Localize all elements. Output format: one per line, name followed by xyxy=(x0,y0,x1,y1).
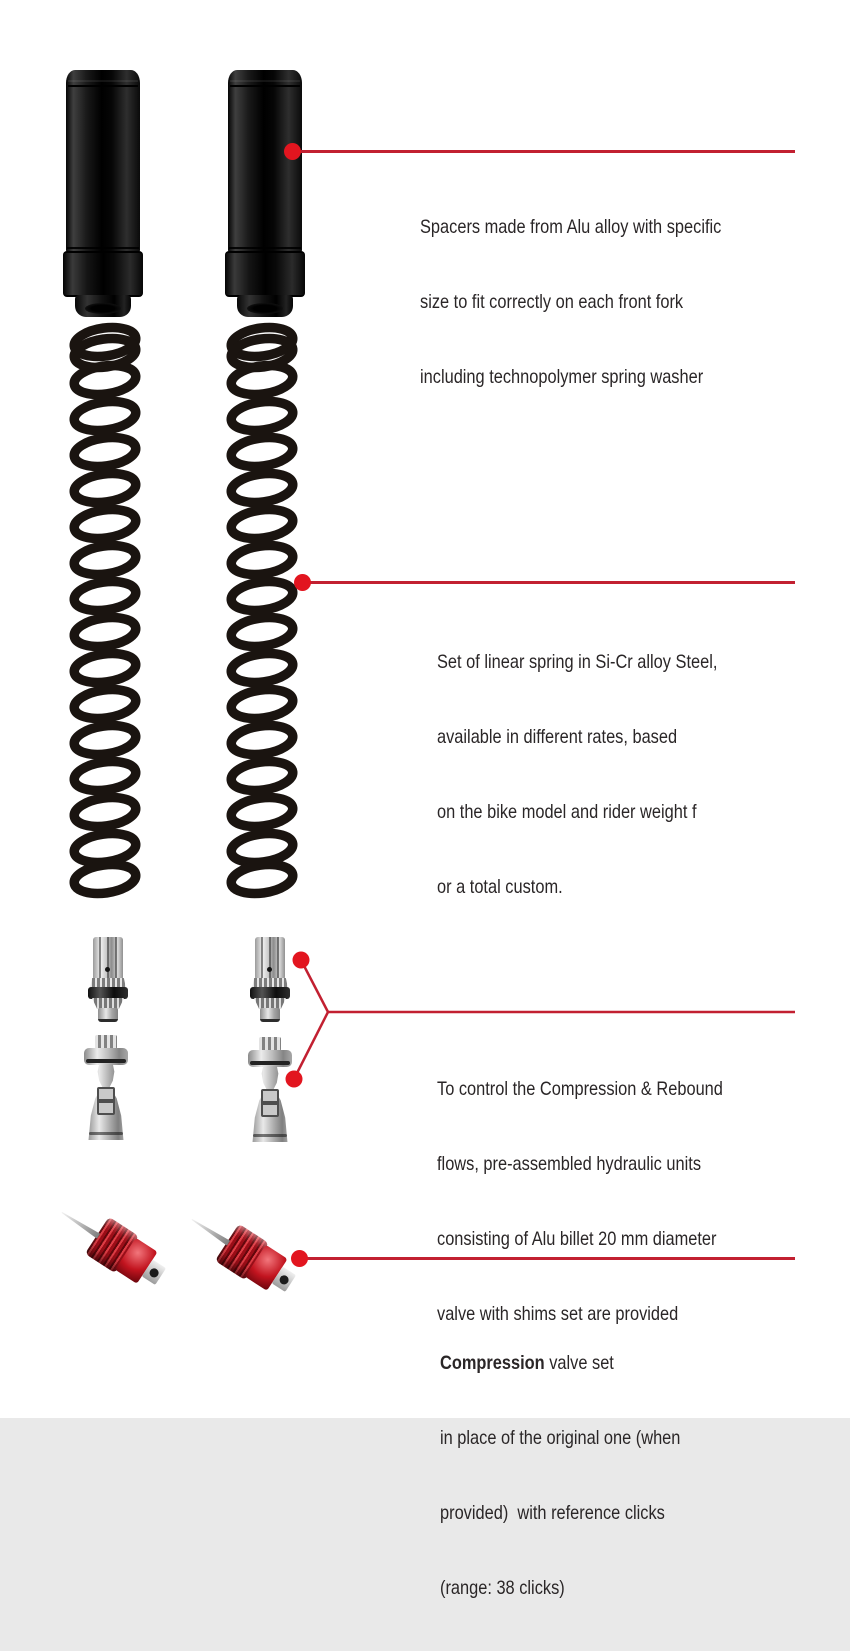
text-line: consisting of Alu billet 20 mm diameter xyxy=(437,1228,717,1250)
spacer-mouth xyxy=(237,295,293,317)
valve-flange xyxy=(84,1048,128,1065)
callout-dot-base-valve xyxy=(286,1071,303,1088)
compression-adjuster-left xyxy=(49,1193,175,1297)
text-line: or a total custom. xyxy=(437,876,563,898)
o-ring-band xyxy=(88,987,128,999)
hex-socket-hole xyxy=(278,1273,290,1285)
branch-line-upper xyxy=(301,960,328,1012)
valve-nut xyxy=(259,1037,281,1051)
hex-socket-hole xyxy=(148,1266,160,1278)
milled-slot xyxy=(97,1087,115,1115)
base-groove xyxy=(253,1134,287,1137)
valve-tip xyxy=(98,1008,118,1022)
text-line: valve with shims set are provided xyxy=(437,1303,679,1325)
spring-left xyxy=(72,324,137,897)
callout-line-springs xyxy=(303,581,795,584)
valve-cylinder xyxy=(93,937,123,979)
callout-dot-rebound-valve xyxy=(293,952,310,969)
text-line: available in different rates, based xyxy=(437,726,678,748)
spacer-mouth xyxy=(75,295,131,317)
rebound-valve-unit-left xyxy=(88,937,128,1023)
spring-right xyxy=(229,324,294,897)
valve-nut xyxy=(95,1035,117,1049)
spacer-left xyxy=(66,70,140,317)
spacers-description xyxy=(420,165,721,440)
adjuster-needle xyxy=(60,1210,100,1239)
text-line: flows, pre-assembled hydraulic units xyxy=(437,1153,702,1175)
spacer-collar xyxy=(225,251,305,297)
adjuster-needle xyxy=(190,1217,230,1246)
valve-cylinder xyxy=(255,937,285,979)
base-groove xyxy=(89,1132,123,1135)
callout-dot-springs xyxy=(294,574,311,591)
spacer-bore-hole xyxy=(247,303,283,314)
text-line: provided) with reference clicks xyxy=(440,1502,665,1524)
branch-line-lower xyxy=(294,1012,328,1079)
text-line: Spacers made from Alu alloy with specific xyxy=(420,216,722,238)
callout-dot-compression-valves xyxy=(291,1250,308,1267)
text-line: To control the Compression & Rebound xyxy=(437,1078,723,1100)
callout-dot-spacers xyxy=(284,143,301,160)
text-line: on the bike model and rider weight f xyxy=(437,801,697,823)
spacer-body xyxy=(228,70,302,253)
spacer-body xyxy=(66,70,140,253)
spacer-collar xyxy=(63,251,143,297)
compression-adjuster-right xyxy=(179,1200,305,1304)
lead-rest: valve set xyxy=(544,1352,614,1374)
callout-line-spacers xyxy=(293,150,795,153)
compression-valves-description xyxy=(440,1301,680,1651)
spacer-right xyxy=(228,70,302,317)
milled-slot xyxy=(261,1089,279,1117)
text-line: including technopolymer spring washer xyxy=(420,366,704,388)
springs-description xyxy=(437,600,717,950)
text-line: (range: 38 clicks) xyxy=(440,1577,565,1599)
text-line: size to fit correctly on each front fork xyxy=(420,291,684,313)
text-line: Set of linear spring in Si-Cr alloy Steel, xyxy=(437,651,718,673)
valve-tip xyxy=(260,1008,280,1022)
text-line xyxy=(440,1351,680,1376)
spacer-bore-hole xyxy=(85,303,121,314)
compression-base-valve-left xyxy=(84,1035,128,1141)
text-line: in place of the original one (when xyxy=(440,1427,681,1449)
compression-bold-label: Compression xyxy=(440,1352,545,1374)
